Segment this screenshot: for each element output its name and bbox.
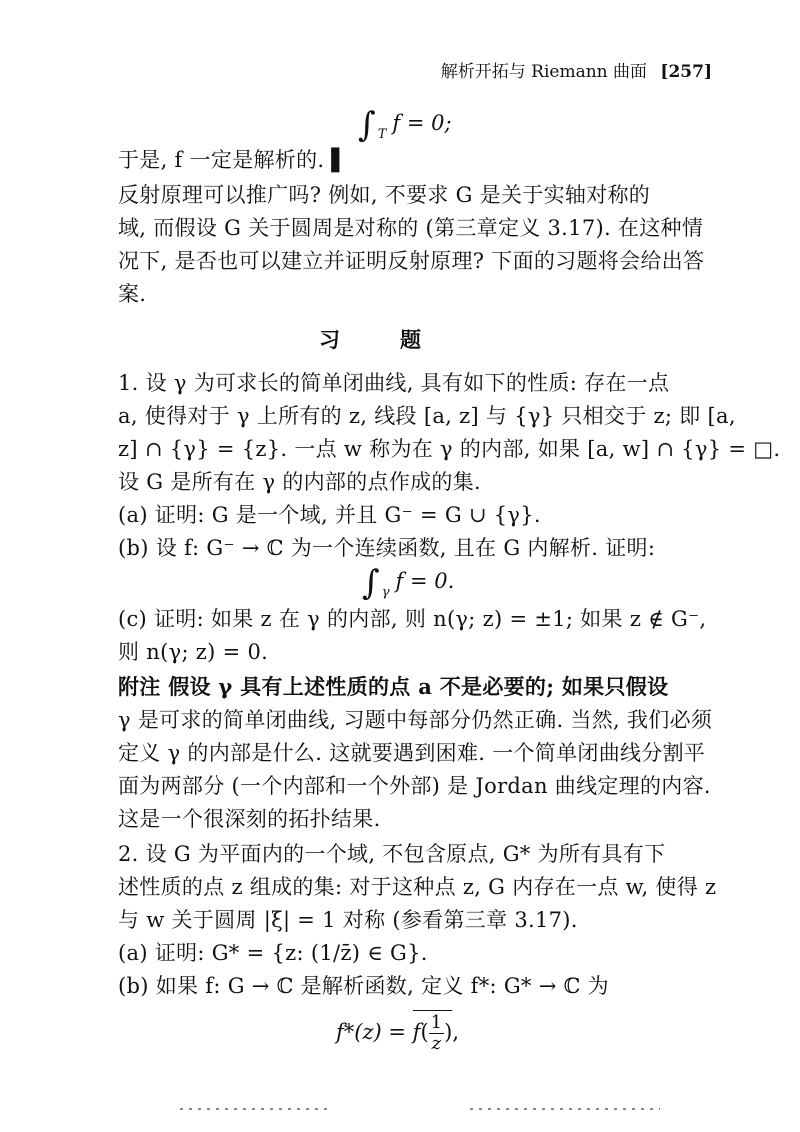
text-line: 案. bbox=[118, 282, 147, 306]
page-number: [257] bbox=[660, 62, 712, 82]
scan-speckle bbox=[180, 1108, 330, 1110]
exercise-line: 2. 设 G 为平面内的一个域, 不包含原点, G* 为所有具有下 bbox=[118, 842, 666, 866]
formula-top bbox=[358, 105, 452, 150]
exercise-line: 则 n(γ; z) = 0. bbox=[118, 640, 269, 664]
formula-tail: , bbox=[452, 1020, 459, 1044]
exercise-line: (c) 证明: 如果 z 在 γ 的内部, 则 n(γ; z) = ±1; 如果 z ∉ G⁻, bbox=[118, 607, 707, 631]
conjugate-bar: f( $\frac{1}{z}$ ) bbox=[412, 1012, 453, 1054]
exercise-line: 述性质的点 z 组成的集: 对于这种点 z, G 内存在一点 w, 使得 z bbox=[118, 875, 717, 899]
section-title: 习题 bbox=[319, 327, 481, 352]
formula-body: f = 0. bbox=[395, 569, 455, 593]
integral-subscript: T bbox=[377, 127, 387, 142]
integral-sign: ∫ bbox=[362, 563, 380, 603]
scan-speckle bbox=[470, 1108, 660, 1110]
text-line: 域, 而假设 G 关于圆周是对称的 (第三章定义 3.17). 在这种情 bbox=[118, 216, 704, 240]
exercise-line: (a) 证明: G* = {z: (1/z̄) ∈ G}. bbox=[118, 941, 428, 965]
exercise-line: (b) 如果 f: G → ℂ 是解析函数, 定义 f*: G* → ℂ 为 bbox=[118, 974, 609, 998]
fraction-numerator: 1 bbox=[430, 1012, 443, 1033]
exercise-line: (b) 设 f: G⁻ → ℂ 为一个连续函数, 且在 G 内解析. 证明: bbox=[118, 536, 656, 560]
remark-line: 附注 假设 γ 具有上述性质的点 a 不是必要的; 如果只假设 bbox=[118, 674, 669, 699]
running-header bbox=[441, 60, 712, 84]
remark-line: γ 是可求的简单闭曲线, 习题中每部分仍然正确. 当然, 我们必须 bbox=[118, 708, 713, 732]
text-line: 况下, 是否也可以建立并证明反射原理? 下面的习题将会给出答 bbox=[118, 249, 705, 273]
remark-line: 面为两部分 (一个内部和一个外部) 是 Jordan 曲线定理的内容. bbox=[118, 774, 711, 798]
formula-lhs: f*(z) = bbox=[336, 1020, 413, 1044]
running-title: 解析开拓与 Riemann 曲面 bbox=[440, 62, 648, 82]
exercise-line: 与 w 关于圆周 |ξ| = 1 对称 (参看第三章 3.17). bbox=[118, 908, 578, 932]
formula-body: f = 0; bbox=[392, 111, 452, 135]
remark-line: 这是一个很深刻的拓扑结果. bbox=[118, 807, 381, 831]
exercise-line: (a) 证明: G 是一个域, 并且 G⁻ = G ∪ {γ}. bbox=[118, 503, 541, 527]
text-line: 反射原理可以推广吗? 例如, 不要求 G 是关于实轴对称的 bbox=[118, 183, 651, 207]
exercise-line: 设 G 是所有在 γ 的内部的点作成的集. bbox=[118, 470, 482, 494]
exercise-line: a, 使得对于 γ 上所有的 z, 线段 [a, z] 与 {γ} 只相交于 z; 即 [a, bbox=[118, 404, 736, 428]
formula-mid bbox=[362, 563, 455, 608]
exercise-line: 1. 设 γ 为可求长的简单闭曲线, 具有如下的性质: 存在一点 bbox=[118, 371, 670, 395]
formula-fn: f bbox=[412, 1020, 421, 1044]
integral-subscript: γ bbox=[381, 585, 390, 600]
integral-sign: ∫ bbox=[358, 105, 376, 145]
formula-bottom bbox=[336, 1010, 459, 1054]
exercise-line: z] ∩ {γ} = {z}. 一点 w 称为在 γ 的内部, 如果 [a, w] ∩ {γ} = □. bbox=[118, 437, 781, 461]
fraction bbox=[429, 1013, 444, 1054]
fraction-denominator: z bbox=[431, 1033, 442, 1054]
text-line: 于是, f 一定是解析的. ▌ bbox=[118, 148, 348, 172]
remark-line: 定义 γ 的内部是什么. 这就要遇到困难. 一个简单闭曲线分割平 bbox=[118, 741, 706, 765]
